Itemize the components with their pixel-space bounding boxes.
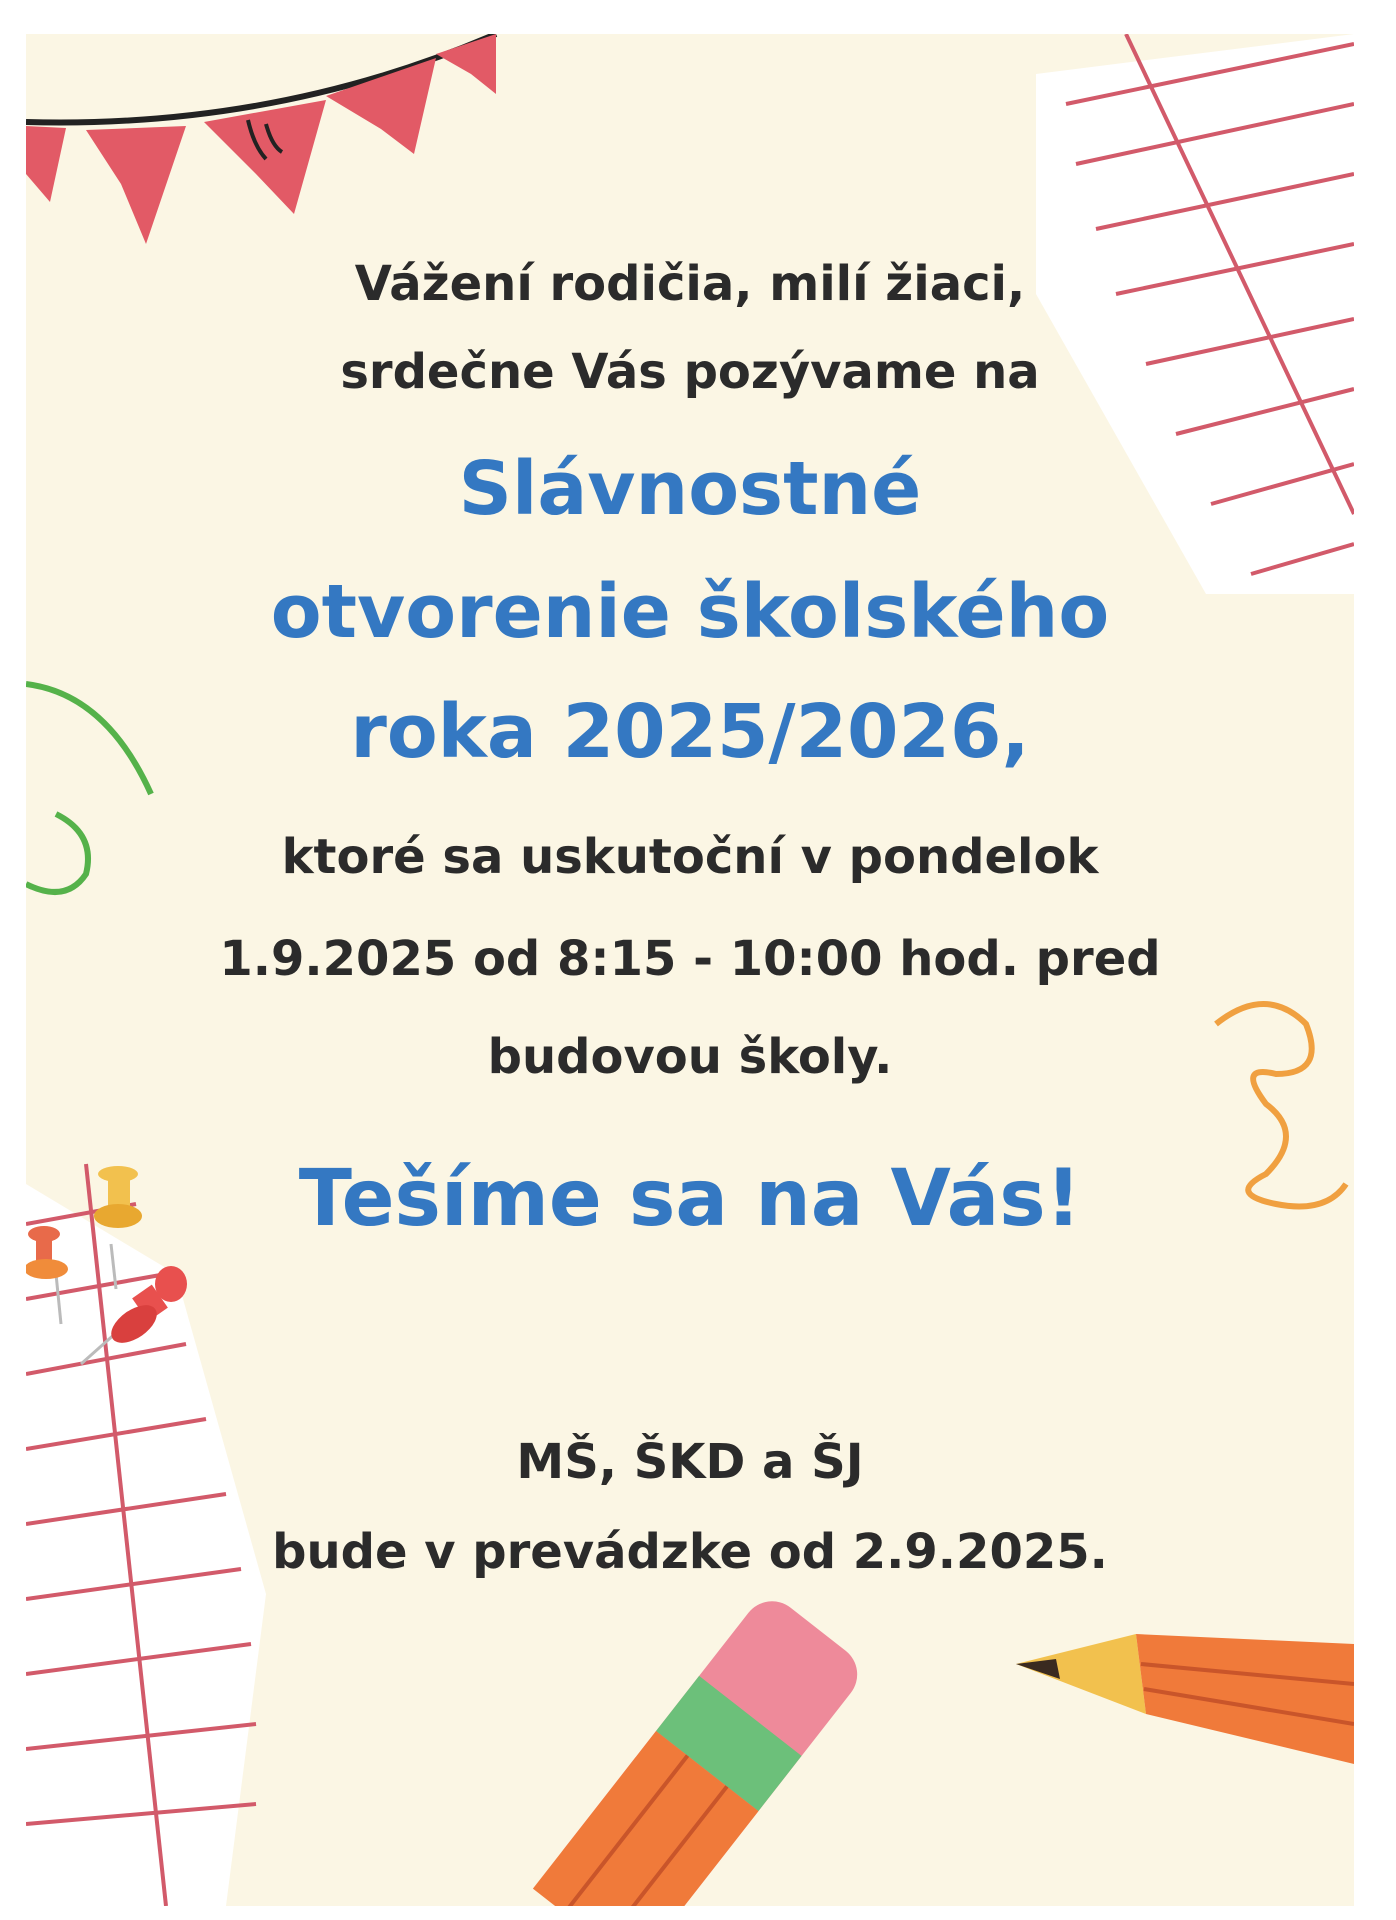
headline-line-2: otvorenie školského: [270, 569, 1110, 655]
footer-line-2: bude v prevádzke od 2.9.2025.: [272, 1524, 1108, 1580]
closing-text: Tešíme sa na Vás!: [298, 1154, 1082, 1244]
pencil-icon: [1016, 1634, 1354, 1764]
greeting-line-2: srdečne Vás pozývame na: [340, 344, 1040, 400]
greeting-line-1: Vážení rodičia, milí žiaci,: [354, 256, 1026, 312]
details-line-2: 1.9.2025 od 8:15 - 10:00 hod. pred: [219, 931, 1161, 987]
pencil-icon: [533, 1589, 869, 1906]
poster: [26, 34, 1354, 1906]
footer-line-1: MŠ, ŠKD a ŠJ: [516, 1434, 864, 1490]
details-line-1: ktoré sa uskutoční v pondelok: [281, 829, 1099, 885]
bunting-flags-icon: [26, 34, 496, 244]
details-line-3: budovou školy.: [487, 1029, 893, 1085]
headline-line-3: roka 2025/2026,: [350, 689, 1030, 775]
headline-line-1: Slávnostné: [458, 446, 922, 532]
